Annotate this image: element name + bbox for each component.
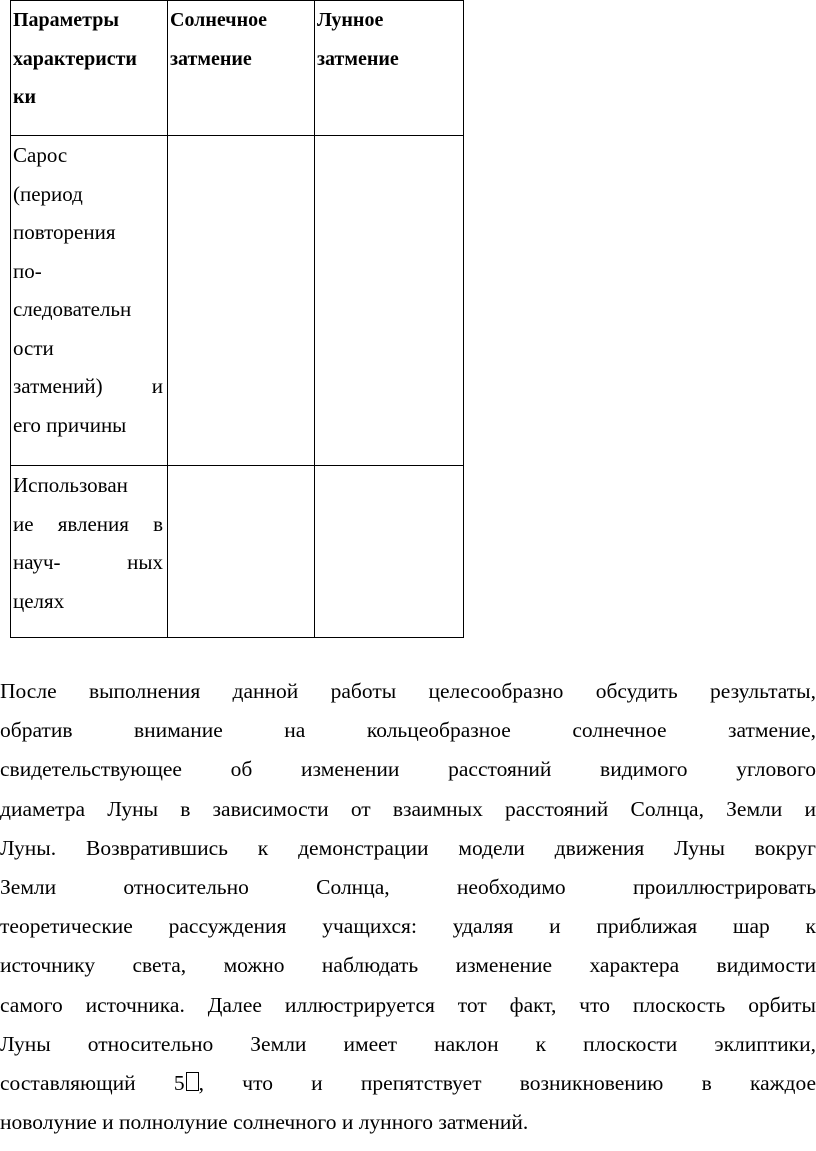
- table-row-saros: [11, 136, 464, 466]
- header-solar-line-1: Солнечное: [170, 9, 267, 31]
- scientific-use-label-cell: [11, 466, 168, 638]
- saros-line-4: по-: [13, 258, 42, 283]
- paragraph-line-11-end: , что и препятствует возникновению в каждое: [198, 1071, 816, 1096]
- scientific-use-lunar-cell[interactable]: [315, 466, 464, 638]
- paragraph-line-11-start: составляющий 5: [0, 1071, 185, 1096]
- header-parameters-line-3: ки: [13, 86, 37, 108]
- header-parameters-line-2: характеристи: [13, 47, 137, 70]
- header-solar-line-2: затмение: [170, 47, 252, 70]
- use-line-3: науч- ных: [13, 550, 163, 574]
- table-header-row: [11, 1, 464, 136]
- scientific-use-solar-cell[interactable]: [168, 466, 315, 638]
- saros-line-6: ости: [13, 335, 54, 360]
- header-lunar-line-1: Лунное: [317, 9, 384, 31]
- saros-line-1: Сарос: [13, 143, 68, 167]
- saros-solar-cell[interactable]: [168, 136, 315, 466]
- saros-line-2: (период: [13, 181, 83, 206]
- paragraph-line-3: свидетельствующее об изменении расстояний видимого углового: [0, 757, 816, 782]
- paragraph-line-12: новолуние и полнолуние солнечного и лунного затмений.: [0, 1110, 529, 1135]
- saros-line-5: следовательн: [13, 297, 132, 321]
- header-parameters-line-1: Параметры: [13, 9, 119, 31]
- header-lunar-eclipse: [315, 1, 464, 136]
- saros-line-3: повторения: [13, 220, 116, 244]
- paragraph-line-8: источнику света, можно наблюдать изменение характера видимости: [0, 953, 816, 978]
- parameters-table: [10, 0, 464, 638]
- saros-line-8: его причины: [13, 412, 127, 437]
- saros-label-cell: [11, 136, 168, 466]
- paragraph-line-6: Земли относительно Солнца, необходимо проиллюстрировать: [0, 875, 816, 900]
- missing-glyph-degree-icon: [186, 1072, 199, 1091]
- paragraph-line-2: обратив внимание на кольцеобразное солнечное затмение,: [0, 718, 816, 743]
- header-solar-eclipse: [168, 1, 315, 136]
- paragraph-line-9: самого источника. Далее иллюстрируется тот факт, что плоскость орбиты: [0, 992, 816, 1017]
- use-line-4: целях: [13, 588, 65, 613]
- paragraph-line-10: Луны относительно Земли имеет наклон к плоскости эклиптики,: [0, 1031, 816, 1056]
- header-parameters: [11, 1, 168, 136]
- table-row-scientific-use: [11, 466, 464, 638]
- saros-lunar-cell[interactable]: [315, 136, 464, 466]
- paragraph-line-4: диаметра Луны в зависимости от взаимных расстояний Солнца, Земли и: [0, 796, 816, 821]
- paragraph-line-7: теоретические рассуждения учащихся: удаляя и приближая шар к: [0, 914, 816, 939]
- saros-line-7: затмений) и: [13, 374, 163, 398]
- paragraph-line-5: Луны. Возвратившись к демонстрации модели движения Луны вокруг: [0, 835, 816, 860]
- paragraph-line-11: [0, 1064, 816, 1103]
- header-lunar-line-2: затмение: [317, 47, 399, 70]
- body-paragraph: [0, 672, 816, 1142]
- use-line-2: ие явления в: [13, 511, 163, 536]
- use-line-1: Использован: [13, 473, 128, 497]
- paragraph-line-1: После выполнения данной работы целесообразно обсудить результаты,: [0, 679, 816, 703]
